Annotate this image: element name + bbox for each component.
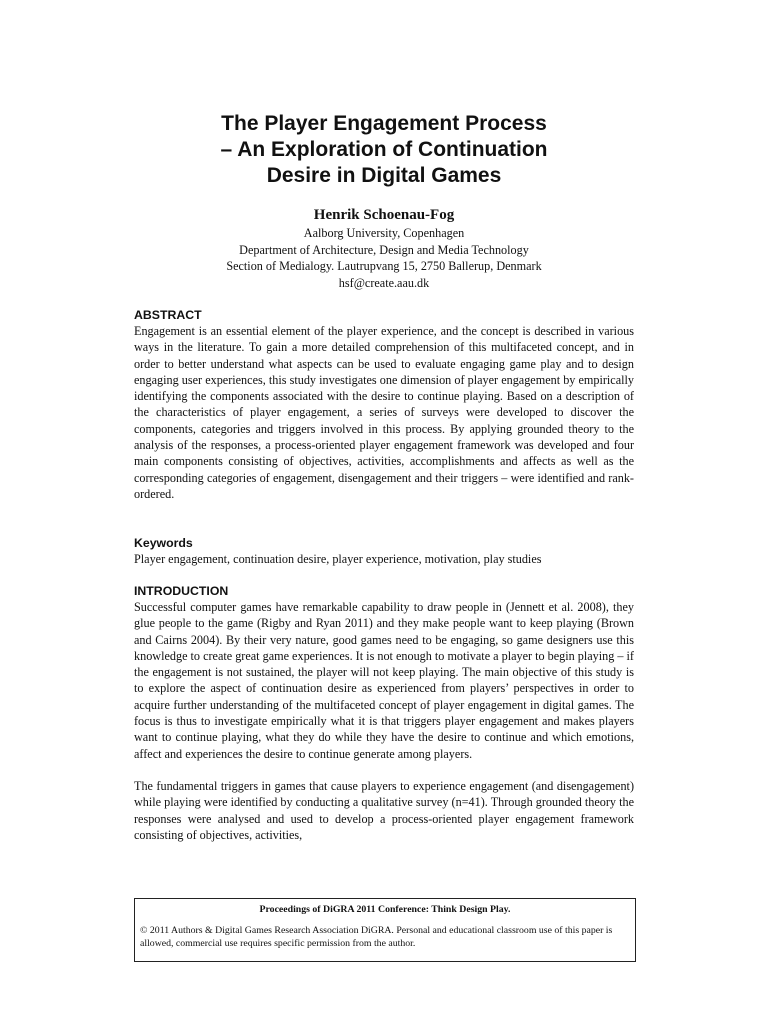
proceedings-title: Proceedings of DiGRA 2011 Conference: Think Design Play. (259, 904, 511, 915)
title-line-2: – An Exploration of Continuation (220, 138, 548, 161)
affiliation-address: Section of Medialogy. Lautrupvang 15, 2750 Ballerup, Denmark (226, 259, 542, 274)
introduction-section (134, 583, 634, 843)
title-line-1: The Player Engagement Process (221, 112, 547, 135)
affiliation-university: Aalborg University, Copenhagen (303, 226, 465, 240)
author-affiliation (134, 225, 634, 291)
keywords-text: Player engagement, continuation desire, player experience, motivation, play studies (134, 552, 542, 566)
author-email: hsf@create.aau.dk (338, 275, 430, 290)
abstract-section (134, 307, 634, 502)
abstract-heading: ABSTRACT (134, 308, 202, 322)
introduction-paragraph-2: The fundamental triggers in games that cause players to experience engagement (and disengagement) while playing were identified by conducting a qualitative survey (n=41). Through grounded theory the responses were analysed and used to develop a process-oriented player engagement framework consisting of objectives, activities, (134, 778, 634, 842)
introduction-paragraph-1: Successful computer games have remarkable capability to draw people in (Jennett et al. 2008), they glue people to the game (Rigby and Ryan 2011) and they make people want to keep playing (Brown and Cairns 2004). By their very nature, good games need to be engaging, so game designers use this knowledge to create great game experiences. It is not enough to motivate a player to begin playing – if the engagement is not sustained, the player will not keep playing. The main objective of this study is to explore the aspect of continuation desire as experienced from players’ perspectives in order to acquire further understanding of the multifaceted concept of player engagement in digital games. The focus is thus to investigate empirically what it is that triggers player engagement and makes players want to continue playing, what they do while they have the desire to continue and which emotions, affect and experiences the desire to continue generate among players. (134, 600, 634, 761)
abstract-text: Engagement is an essential element of the player experience, and the concept is described in various ways in the literature. To gain a more detailed comprehension of this multifaceted concept, and in order to better understand what aspects can be used to evaluate engaging game play and to design engaging user experiences, this study investigates one dimension of player engagement by empirically identifying the components associated with the desire to continue playing. Based on a description of the characteristics of player engagement, a series of surveys were developed to discover the components, categories and triggers involved in this process. By applying grounded theory to the analysis of the responses, a process-oriented player engagement framework was developed and four main components consisting of objectives, activities, accomplishments and affects as well as the corresponding categories of engagement, disengagement and their triggers – were identified and rank-ordered. (134, 324, 634, 501)
proceedings-footer-box (134, 898, 636, 962)
affiliation-department: Department of Architecture, Design and Media Technology (239, 242, 529, 257)
paper-title (134, 111, 634, 189)
author-name: Henrik Schoenau-Fog (313, 207, 455, 223)
keywords-section (134, 535, 634, 567)
title-line-3: Desire in Digital Games (266, 164, 502, 187)
copyright-notice: © 2011 Authors & Digital Games Research Association DiGRA. Personal and educational classroom use of this paper is allowed, commercial use requires specific permission from the author. (140, 925, 613, 949)
keywords-heading: Keywords (134, 536, 193, 550)
introduction-heading: INTRODUCTION (134, 584, 229, 598)
